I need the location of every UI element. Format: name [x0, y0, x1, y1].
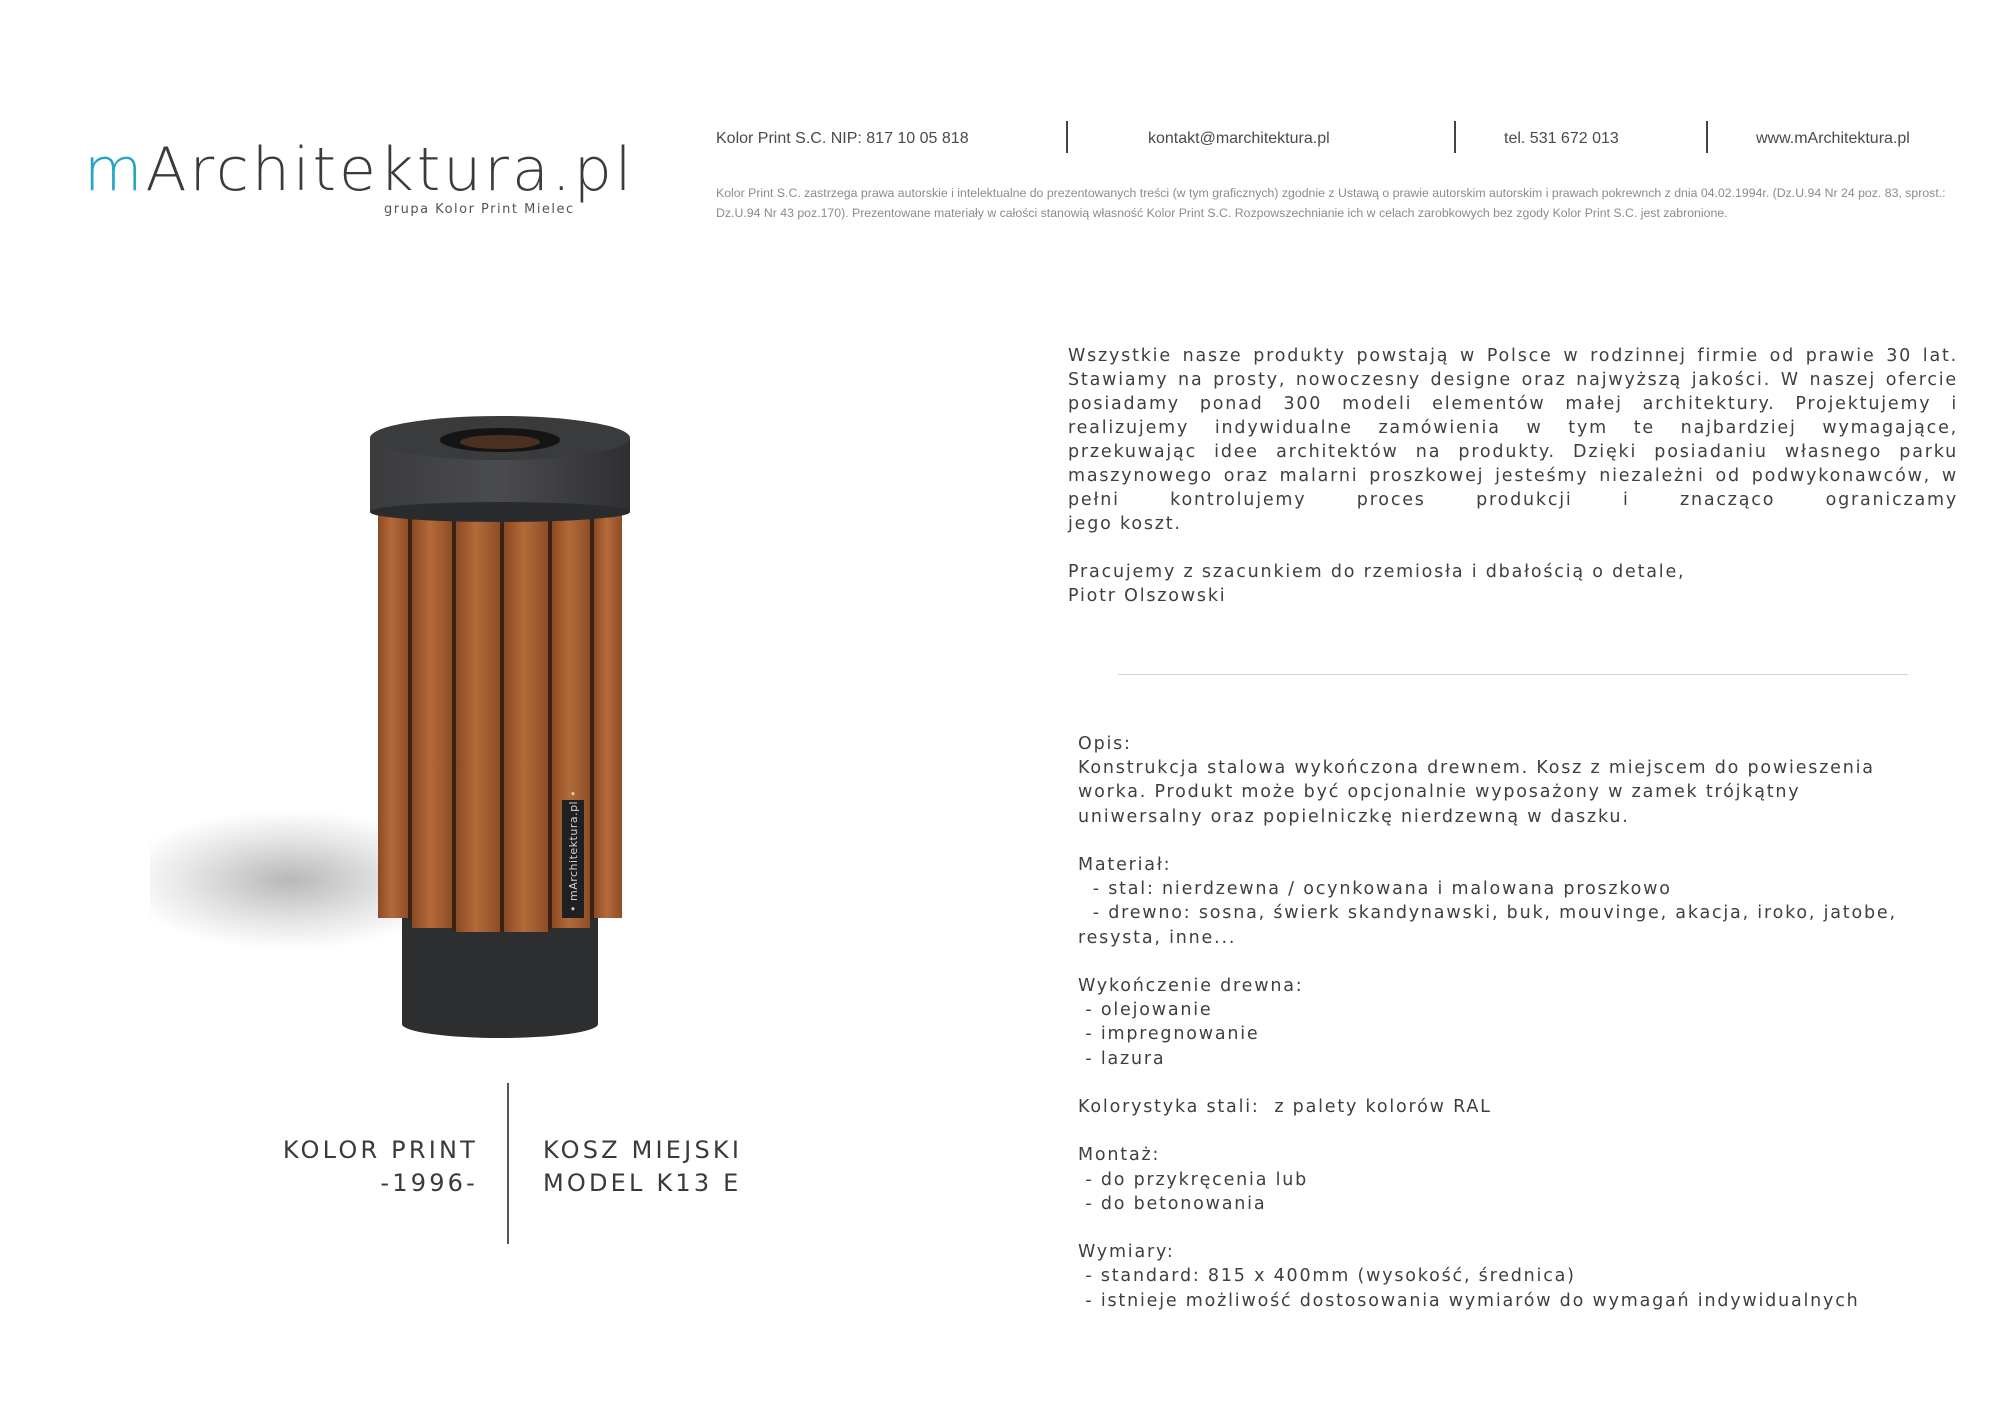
- finish-item: - olejowanie: [1078, 1000, 1213, 1021]
- caption-year: -1996-: [380, 1169, 478, 1197]
- product-image: [150, 400, 710, 1040]
- contact-separator: [1066, 121, 1068, 153]
- contact-bar: [716, 118, 1956, 158]
- logo-wordmark: [84, 135, 644, 205]
- material-item: - stal: nierdzewna / ocynkowana i malowana proszkowo: [1078, 879, 1672, 900]
- email-link[interactable]: kontakt@marchitektura.pl: [1148, 130, 1330, 147]
- finish-label: Wykończenie drewna:: [1078, 976, 1304, 996]
- opis-label: Opis:: [1078, 734, 1132, 754]
- lid-inner: [460, 435, 540, 449]
- caption-product: [543, 1134, 873, 1200]
- copyright-disclaimer: Kolor Print S.C. zastrzega prawa autorskie i intelektualne do prezentowanych treści (w tym graficznych) zgodnie z Ustawą o prawie autorskim autorskim i prawach pokrewnch z dnia 04.02.1994r. (Dz.U.94 Nr 24 poz. 83, sprost.: Dz.U.94 Nr 43 poz.170). Prezentowane materiały w całości stanowią własność Kolor Print S.C. Rozpowszechnianie ich w celach zarobkowych bez zgody Kolor Print S.C. jest zabronione.: [716, 186, 1946, 220]
- opis-text: uniwersalny oraz popielniczkę nierdzewną w daszku.: [1078, 806, 1630, 827]
- intro-paragraph-end: jego koszt.: [1068, 514, 1182, 534]
- caption-product-name: KOSZ MIEJSKI: [543, 1136, 743, 1164]
- contact-separator: [1454, 121, 1456, 153]
- intro-signature: Piotr Olszowski: [1068, 586, 1227, 606]
- dims-label: Wymiary:: [1078, 1242, 1175, 1263]
- mount-label: Montaż:: [1078, 1145, 1161, 1166]
- finish-item: - impregnowanie: [1078, 1024, 1260, 1045]
- logo-plate-text: • mArchitektura.pl •: [567, 789, 580, 912]
- product-description: [1078, 732, 1958, 1313]
- company-intro: [1068, 344, 1958, 608]
- dims-item: - standard: 815 x 400mm (wysokość, średnica): [1078, 1266, 1576, 1287]
- material-label: Materiał:: [1078, 855, 1172, 875]
- logo-main-text: Architektura.pl: [145, 135, 635, 205]
- dims-item: - istnieje możliwość dostosowania wymiarów do wymagań indywidualnych: [1078, 1290, 1860, 1311]
- steel-color: Kolorystyka stali: z palety kolorów RAL: [1078, 1097, 1492, 1117]
- logo-subtitle: grupa Kolor Print Mielec: [384, 202, 575, 217]
- finish-item: - lazura: [1078, 1048, 1166, 1069]
- material-item: resysta, inne...: [1078, 927, 1237, 948]
- phone-number[interactable]: tel. 531 672 013: [1504, 130, 1619, 147]
- website-link[interactable]: www.mArchitektura.pl: [1756, 130, 1910, 147]
- intro-closing: Pracujemy z szacunkiem do rzemiosła i dbałością o detale,: [1068, 562, 1686, 582]
- bin-base-bottom: [402, 1010, 598, 1038]
- brand-logo: [84, 135, 644, 230]
- opis-text: Konstrukcja stalowa wykończona drewnem. Kosz z miejscem do powieszenia: [1078, 758, 1875, 779]
- wood-slats: [378, 510, 622, 932]
- intro-paragraph: Wszystkie nasze produkty powstają w Polsce w rodzinnej firmie od prawie 30 lat. Stawiamy na prosty, nowoczesny designe oraz najwyższą jakości. W naszej ofercie posiadamy ponad 300 modeli elementów małej architektury. Projektujemy i realizujemy indywidualne zamówienia w tym te najbardziej wymagające, przekuwając idee architektów na produkty. Dzięki posiadaniu własnego parku maszynowego oraz malarni proszkowej jesteśmy niezależni od podwykonawców, w pełni kontrolujemy proces produkcji i znacząco ograniczamy: [1068, 346, 1958, 510]
- logo-prefix: m: [84, 135, 146, 205]
- mount-item: - do betonowania: [1078, 1193, 1267, 1214]
- contact-separator: [1706, 121, 1708, 153]
- material-item: - drewno: sosna, świerk skandynawski, buk, mouvinge, akacja, iroko, jatobe,: [1078, 903, 1897, 924]
- opis-text: worka. Produkt może być opcjonalnie wyposażony w zamek trójkątny: [1078, 782, 1801, 803]
- company-nip: Kolor Print S.C. NIP: 817 10 05 818: [716, 130, 969, 147]
- mount-item: - do przykręcenia lub: [1078, 1169, 1309, 1190]
- trash-bin-illustration: [150, 400, 710, 1040]
- section-divider: [1118, 674, 1908, 675]
- caption-company-name: KOLOR PRINT: [282, 1136, 478, 1164]
- lid-bottom-edge: [370, 502, 630, 522]
- caption-divider: [507, 1083, 509, 1244]
- caption-model: MODEL K13 E: [543, 1169, 742, 1197]
- caption-company: [200, 1134, 478, 1200]
